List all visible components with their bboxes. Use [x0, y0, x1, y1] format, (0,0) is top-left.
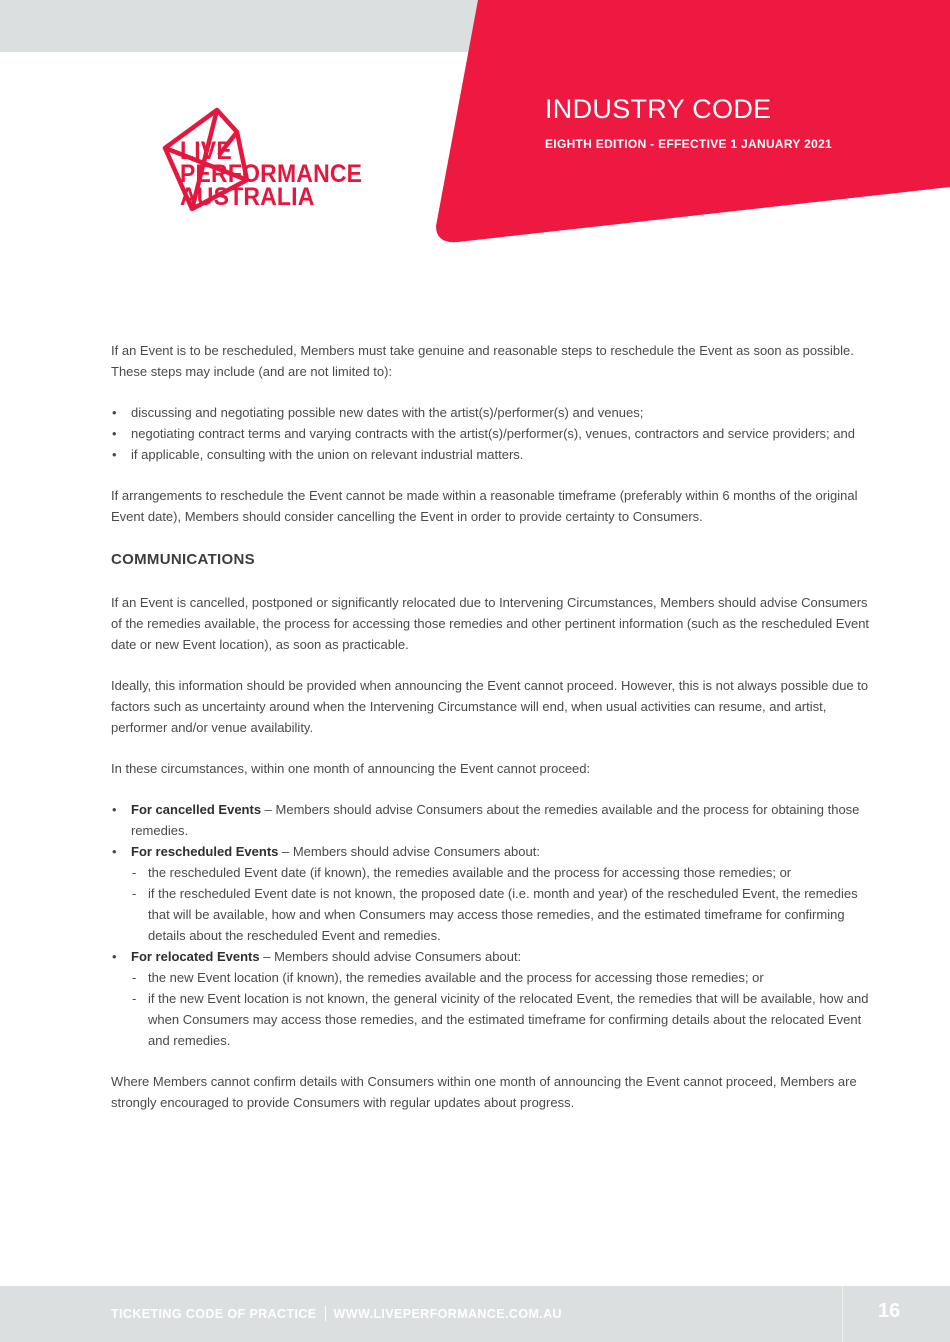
event-type-list	[111, 799, 871, 862]
logo-line-1: LIVE	[180, 137, 232, 165]
paragraph-reschedule-intro: If an Event is to be rescheduled, Members must take genuine and reasonable steps to reschedule the Event as soon as possible. These steps may include (and are not limited to):	[111, 343, 854, 379]
section-heading: COMMUNICATIONS	[111, 551, 255, 568]
page-number: 16	[878, 1300, 901, 1322]
logo-line-3: AUSTRALIA	[180, 183, 315, 211]
sub-list-item: - if the new Event location is not known, the general vicinity of the relocated Event, the remedies that will be available, how and when Consumers may access those remedies, and the estimated timeframe for confirming details about the relocated Event and remedies.	[111, 988, 871, 1051]
list-item-cancelled	[111, 799, 871, 841]
label-cancelled: For cancelled Events	[131, 802, 262, 817]
label-rescheduled: For rescheduled Events	[131, 844, 279, 859]
list-item-rescheduled	[111, 841, 871, 862]
text-cancelled: – Members should advise Consumers about the remedies available and the process for obtaining those remedies.	[131, 802, 860, 838]
footer-document-name: TICKETING CODE OF PRACTICE	[111, 1307, 317, 1321]
sub-list-item: - the rescheduled Event date (if known), the remedies available and the process for accessing those remedies; or	[111, 862, 871, 883]
text-relocated: – Members should advise Consumers about:	[259, 949, 522, 964]
paragraph-circumstances: In these circumstances, within one month of announcing the Event cannot proceed:	[111, 761, 591, 776]
reschedule-steps-list	[111, 402, 871, 465]
list-item: • if applicable, consulting with the union on relevant industrial matters.	[111, 444, 871, 465]
footer-separator	[325, 1306, 326, 1321]
label-relocated: For relocated Events	[131, 949, 260, 964]
relocated-sub-list	[111, 967, 871, 1051]
text-rescheduled: – Members should advise Consumers about:	[278, 844, 540, 859]
rescheduled-sub-list	[111, 862, 871, 946]
logo-line-2: PERFORMANCE	[180, 160, 363, 188]
paragraph-updates: Where Members cannot confirm details with Consumers within one month of announcing the Event cannot proceed, Members are strongly encouraged to provide Consumers with regular updates about progress.	[111, 1074, 857, 1110]
footer-divider	[842, 1286, 843, 1342]
edition-subtitle: EIGHTH EDITION - EFFECTIVE 1 JANUARY 2021	[545, 137, 833, 151]
sub-list-item: - if the rescheduled Event date is not known, the proposed date (i.e. month and year) of the rescheduled Event, the remedies that will be available, how and when Consumers may access those remedies, and the estimated timeframe for confirming details about the rescheduled Event and remedies.	[111, 883, 871, 946]
footer-website-link[interactable]: WWW.LIVEPERFORMANCE.COM.AU	[333, 1307, 562, 1321]
footer-text	[111, 1306, 562, 1321]
paragraph-ideally: Ideally, this information should be provided when announcing the Event cannot proceed. However, this is not always possible due to factors such as uncertainty around when the Intervening Circumstance will end, when usual activities can resume, and artist, performer and/or venue availability.	[111, 678, 869, 735]
logo-wordmark	[180, 137, 363, 211]
list-item: • negotiating contract terms and varying contracts with the artist(s)/performer(s), venues, contractors and service providers; and	[111, 423, 871, 444]
list-item-relocated	[111, 946, 871, 967]
document-title: INDUSTRY CODE	[545, 94, 772, 124]
page-footer	[0, 1286, 950, 1342]
paragraph-communications: If an Event is cancelled, postponed or significantly relocated due to Intervening Circumstances, Members should advise Consumers of the remedies available, the process for accessing those remedies and other pertinent information (such as the rescheduled Event date or new Event location), as soon as practicable.	[111, 595, 870, 652]
paragraph-reschedule-timeframe: If arrangements to reschedule the Event cannot be made within a reasonable timeframe (preferably within 6 months of the original Event date), Members should consider cancelling the Event in order to provide certainty to Consumers.	[111, 488, 858, 524]
sub-list-item: - the new Event location (if known), the remedies available and the process for accessing those remedies; or	[111, 967, 871, 988]
main-content	[111, 340, 871, 1113]
list-item: • discussing and negotiating possible new dates with the artist(s)/performer(s) and venues;	[111, 402, 871, 423]
relocated-list	[111, 946, 871, 967]
